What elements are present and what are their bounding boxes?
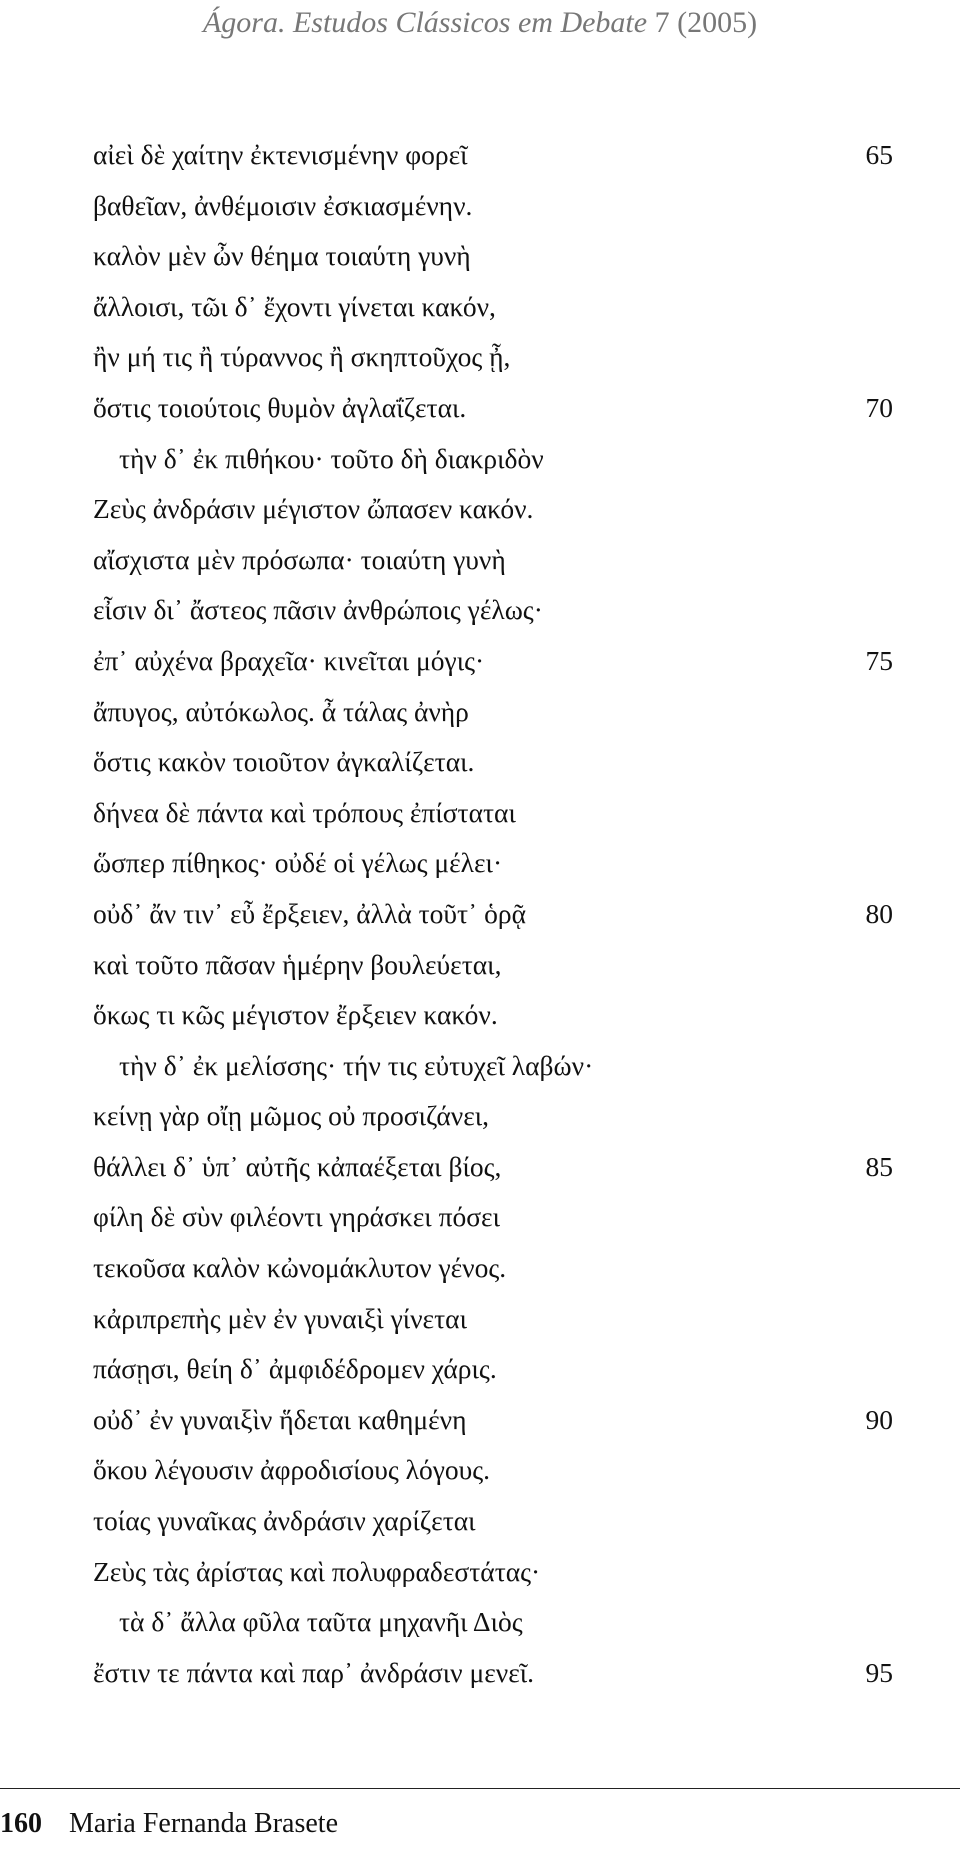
verse-text: τεκοῦσα καλὸν κὠνομάκλυτον γένος.: [93, 1252, 507, 1284]
verse-line: [93, 585, 893, 636]
verse-text: καλὸν μὲν ὦν θέημα τοιαύτη γυνὴ: [93, 240, 471, 272]
verse-line: [93, 434, 893, 485]
verse-text: Ζεὺς ἀνδράσιν μέγιστον ὤπασεν κακόν.: [93, 493, 534, 525]
verse-text: ὅστις τοιούτοις θυμὸν ἀγλαΐζεται.: [93, 391, 467, 423]
page-number: 160: [0, 1808, 42, 1839]
verse-line: [93, 1445, 893, 1496]
verse-line: [93, 1648, 893, 1699]
verse-text: θάλλει δ᾽ ὑπ᾽ αὐτῆς κἀπαέξεται βίος,: [93, 1150, 502, 1182]
verse-text: δήνεα δὲ πάντα καὶ τρόπους ἐπίσταται: [93, 796, 516, 828]
line-number: 65: [865, 139, 893, 170]
verse-text: βαθεῖαν, ἀνθέμοισιν ἐσκιασμένην.: [93, 189, 473, 221]
verse-text: τὴν δ᾽ ἐκ μελίσσης· τήν τις εὐτυχεῖ λαβών·: [119, 1049, 594, 1081]
verse-text: τὴν δ᾽ ἐκ πιθήκου· τοῦτο δὴ διακριδὸν: [119, 442, 544, 474]
verse-line: [93, 1192, 893, 1243]
verse-text: εἶσιν δι᾽ ἄστεος πᾶσιν ἀνθρώποις γέλως·: [93, 594, 543, 626]
verse-text: φίλη δὲ σὺν φιλέοντι γηράσκει πόσει: [93, 1201, 500, 1233]
verse-text: οὐδ᾽ ἄν τιν᾽ εὖ ἔρξειεν, ἀλλὰ τοῦτ᾽ ὁρᾷ: [93, 897, 526, 929]
running-footer: [0, 1808, 338, 1840]
line-number: 75: [865, 644, 893, 676]
verse-text: τὰ δ᾽ ἄλλα φῦλα ταῦτα μηχανῆι Διὸς: [119, 1606, 523, 1638]
line-number: 70: [865, 391, 893, 423]
verse-text: ἢν μή τις ἢ τύραννος ἢ σκηπτοῦχος ᾖ,: [93, 341, 511, 373]
verse-line: [93, 636, 893, 687]
verse-line: [93, 737, 893, 788]
verse-line: [93, 940, 893, 991]
verse-text: ἄπυγος, αὐτόκωλος. ἆ τάλας ἀνὴρ: [93, 695, 469, 727]
poem-text: [93, 130, 893, 1698]
verse-line: [93, 1091, 893, 1142]
verse-text: ἐπ᾽ αὐχένα βραχεῖα· κινεῖται μόγις·: [93, 644, 485, 676]
verse-line: [93, 1547, 893, 1598]
verse-line: [93, 1294, 893, 1345]
verse-line: [93, 383, 893, 434]
verse-text: ὥσπερ πίθηκος· οὐδέ οἱ γέλως μέλει·: [93, 847, 503, 879]
verse-line: [93, 1395, 893, 1446]
verse-line: [93, 1142, 893, 1193]
verse-text: οὐδ᾽ ἐν γυναιξὶν ἥδεται καθημένη: [93, 1403, 467, 1435]
verse-line: [93, 687, 893, 738]
verse-text: τοίας γυναῖκας ἀνδράσιν χαρίζεται: [93, 1505, 476, 1537]
verse-line: [93, 1041, 893, 1092]
verse-text: αἴσχιστα μὲν πρόσωπα· τοιαύτη γυνὴ: [93, 543, 506, 575]
line-number: 80: [865, 897, 893, 929]
verse-line: [93, 484, 893, 535]
verse-line: [93, 181, 893, 232]
verse-line: [93, 130, 893, 181]
journal-title: Ágora. Estudos Clássicos em Debate: [202, 6, 648, 39]
verse-text: ὅκου λέγουσιν ἀφροδισίους λόγους.: [93, 1454, 491, 1486]
verse-text: ὅστις κακὸν τοιοῦτον ἀγκαλίζεται.: [93, 746, 475, 778]
verse-line: [93, 1496, 893, 1547]
verse-text: καὶ τοῦτο πᾶσαν ἡμέρην βουλεύεται,: [93, 948, 502, 980]
verse-text: κείνῃ γὰρ οἴῃ μῶμος οὐ προσιζάνει,: [93, 1100, 490, 1132]
verse-line: [93, 838, 893, 889]
line-number: 95: [865, 1656, 893, 1688]
verse-line: [93, 332, 893, 383]
verse-text: Ζεὺς τὰς ἀρίστας καὶ πολυφραδεστάτας·: [93, 1555, 541, 1587]
verse-line: [93, 1344, 893, 1395]
verse-line: [93, 990, 893, 1041]
verse-line: [93, 535, 893, 586]
verse-line: [93, 1597, 893, 1648]
verse-line: [93, 889, 893, 940]
verse-line: [93, 282, 893, 333]
verse-text: πάσῃσι, θείη δ᾽ ἀμφιδέδρομεν χάρις.: [93, 1353, 497, 1385]
verse-line: [93, 788, 893, 839]
line-number: 85: [865, 1150, 893, 1182]
verse-text: ἔστιν τε πάντα καὶ παρ᾽ ἀνδράσιν μενεῖ.: [93, 1656, 535, 1688]
journal-issue: 7 (2005): [654, 6, 758, 39]
verse-text: αἰεὶ δὲ χαίτην ἐκτενισμένην φορεῖ: [93, 139, 468, 170]
verse-text: ἄλλοισι, τῶι δ᾽ ἔχοντι γίνεται κακόν,: [93, 290, 496, 322]
verse-line: [93, 1243, 893, 1294]
line-number: 90: [865, 1403, 893, 1435]
verse-text: ὅκως τι κῶς μέγιστον ἔρξειεν κακόν.: [93, 999, 498, 1031]
running-header: [0, 6, 960, 40]
verse-line: [93, 231, 893, 282]
author-name: Maria Fernanda Brasete: [69, 1808, 338, 1839]
verse-text: κἀριπρεπὴς μὲν ἐν γυναιξὶ γίνεται: [93, 1302, 467, 1334]
footer-rule: [0, 1788, 960, 1789]
